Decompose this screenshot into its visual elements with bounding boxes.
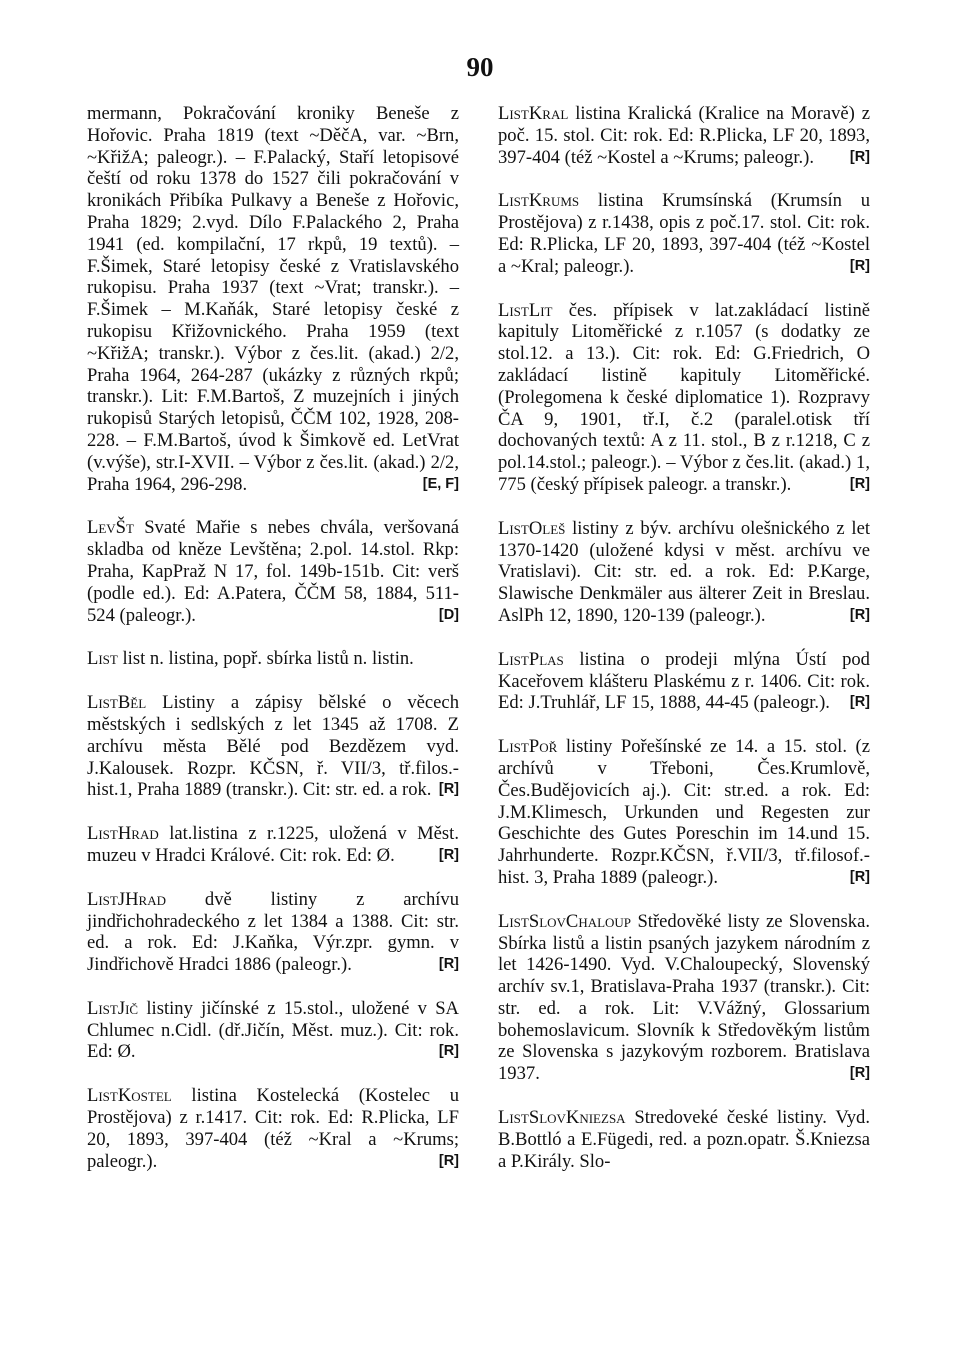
entry-source-tag: [R] — [849, 257, 870, 274]
entry-source-tag: [R] — [438, 1152, 459, 1169]
entry-headword: ListKrums — [498, 190, 580, 212]
entry-source-tag: [R] — [849, 694, 870, 711]
entry-text: mermann, Pokračování kroniky Beneše z Hořovic. Praha 1819 (text ~DěčA, var. ~Brn, ~KřižA; paleogr.). – F.Palacký, Staří letopisové čeští od roku 1378 do 1527 čili pokračování v kronikách Přibíka Pulkavy a Beneše z Hořovic, Praha 1829; 2.vyd. Dílo F.Palackého 2, Praha 1941 (ed. kompilační, 17 rkpů, 19 textů). – F.Šimek, Staré letopisy české z Vratislavského rukopisu. Praha 1937 (text ~Vrat; transkr.). – F.Šimek – M.Kaňák, Staré letopisy české z rukopisu Křižovnického. Praha 1959 (text ~KřižA; transkr.). Výbor z čes.lit. (akad.) 2/2, Praha 1964, 264-287 (ukázky z různých rkpů; transkr.). Lit: F.M.Bartoš, Z muzejních i jiných rukopisů Starých letopisů, ČČM 102, 1928, 208-228. – F.M.Bartoš, úvod k Šimkově ed. LetVrat (v.výše), str.I-XVII. – Výbor z čes.lit. (akad.) 2/2, Praha 1964, 296-298. — [87, 103, 459, 495]
dictionary-entry — [498, 300, 870, 496]
right-column — [498, 103, 870, 1194]
entry-headword: ListSlovChaloup — [498, 910, 632, 932]
dictionary-entry — [498, 911, 870, 1085]
entry-source-tag: [R] — [849, 475, 870, 492]
entry-headword: ListPlas — [498, 648, 564, 670]
entry-source-tag: [R] — [849, 868, 870, 885]
entry-text: listiny z býv. archívu olešnického z let 1370-1420 (uložené kdysi v měst. archívu ve Vratislavi). Cit: str. ed. a rok. Ed: P.Karge, Slawische Denkmäler aus älterer Zeit in Breslau. AslPh 12, 1890, 120-139 (paleogr.). — [498, 517, 870, 626]
dictionary-entry — [498, 1107, 870, 1172]
entry-text: dvě listiny z archívu jindřichohradeckého z let 1384 a 1388. Cit: str. ed. a rok. Ed: J.Kaňka, Výr.zpr. gymn. v Jindřichově Hradci 1886 (paleogr.). — [87, 888, 459, 976]
entry-text: Stredoveké české listiny. Vyd. B.Bottló a E.Fügedi, red. a pozn.opatr. Š.Kniezsa a P.Király. Slo- — [498, 1107, 870, 1172]
entry-text: list n. listina, popř. sbírka listů n. listin. — [122, 648, 414, 670]
entry-headword: ListJič — [87, 997, 139, 1019]
entry-source-tag: [E, F] — [422, 475, 459, 492]
entry-text: listina Krumsínská (Krumsín u Prostějova) z r.1438, opis z poč.17. stol. Cit: rok. Ed: R.Plicka, LF 20, 1893, 397-404 (též ~Kostel a ~Kral; paleogr.). — [498, 190, 870, 277]
entry-headword: ListSlovKniezsa — [498, 1107, 626, 1129]
entry-text: Středověké listy ze Slovenska. Sbírka listů a listin psaných jazykem národním z let 1426-1490. Vyd. V.Chaloupecký, Slovenský archív sv.1, Bratislava-Praha 1937 (transkr.). Cit: str. ed. a rok. Lit: V.Vážný, Glossarium bohemoslavicum. Slovník k Středověkým listům ze Slovenska s jazykovým rozborem. Bratislava 1937. — [498, 910, 870, 1085]
entry-headword: ListHrad — [87, 823, 159, 845]
entry-text: listina Kostelecká (Kostelec u Prostějova) z r.1417. Cit: rok. Ed: R.Plicka, LF 20, 1893, 397-404 (též ~Kral a ~Krums; paleogr.). — [87, 1085, 459, 1172]
dictionary-entry — [498, 103, 870, 168]
entry-source-tag: [R] — [438, 1043, 459, 1060]
dictionary-entry — [498, 190, 870, 277]
entry-text: čes. přípisek v lat.zakládací listině kapituly Litoměřické z r.1057 (s dodatky ze stol.12. a 13.). Cit: rok. Ed: G.Friedrich, O zakládací listině kapituly Litoměřické. (Prolegomena k české diplomatice 1). Rozpravy ČA 9, 1901, tř.I, č.2 (paralel.otisk tří dochovaných textů: A z 11. stol., B z r.1218, C z pol.14.stol.; paleogr.). – Výbor z čes.lit. (akad.) 1, 775 (český přípisek paleogr. a transkr.). — [498, 299, 870, 495]
dictionary-entry — [498, 518, 870, 627]
entry-text: listiny jičínské z 15.stol., uložené v SA Chlumec n.Cidl. (dř.Jičín, Měst. muz.). Cit: rok. Ed: Ø. — [87, 997, 459, 1063]
dictionary-entry — [87, 517, 459, 626]
entry-source-tag: [R] — [849, 606, 870, 623]
page-number: 90 — [466, 52, 494, 82]
entry-headword: LevŠt — [87, 517, 134, 539]
entry-headword: ListJHrad — [87, 888, 166, 910]
entry-headword: ListOleš — [498, 517, 566, 539]
entry-headword: ListLit — [498, 299, 553, 321]
dictionary-entry — [87, 103, 459, 495]
entry-text: listina Kralická (Kralice na Moravě) z poč. 15. stol. Cit: rok. Ed: R.Plicka, LF 20, 1893, 397-404 (též ~Kostel a ~Krums; paleogr.). — [498, 103, 870, 168]
entry-text: listiny Pořešínské ze 14. a 15. stol. (z archívů v Třeboni, Čes.Krumlově, Čes.Budějovicích aj.). Cit: str.ed. a rok. Ed: J.M.Klimesch, Urkunden und Regesten zur Geschichte des Gutes Poreschin im 14.und 15. Jahrhunderte. Rozpr.KČSN, ř.VII/3, tř.filosof.-hist. 3, Praha 1889 (paleogr.). — [498, 736, 870, 888]
dictionary-entry — [87, 648, 459, 670]
entry-text: lat.listina z r.1225, uložená v Měst. muzeu v Hradci Králové. Cit: rok. Ed: Ø. — [87, 823, 459, 866]
entry-source-tag: [R] — [849, 1065, 870, 1082]
entry-text: Svaté Mařie s nebes chvála, veršovaná skladba od kněze Levštěna; 2.pol. 14.stol. Rkp: Praha, KapPraž N 17, fol. 149b-151b. Cit: verš (podle ed.). Ed: A.Patera, ČČM 58, 1884, 511-524 (paleogr.). — [87, 517, 459, 626]
entry-source-tag: [R] — [849, 148, 870, 165]
dictionary-entry — [87, 1085, 459, 1172]
dictionary-entry — [498, 649, 870, 714]
entry-text: listina o prodeji mlýna Ústí pod Kaceřovem klášteru Plaskému z r. 1406. Cit: rok. Ed: J.Truhlář, LF 15, 1888, 44-45 (paleogr.). — [498, 648, 870, 714]
entry-headword: ListPoř — [498, 736, 558, 758]
entry-source-tag: [R] — [438, 846, 459, 863]
entry-text: Listiny a zápisy bělské o věcech městských i sedlských z let 1345 až 1708. Z archívu města Bělé pod Bezdězem vyd. J.Kalousek. Rozpr. KČSN, ř. VII/3, tř.filos.-hist.1, Praha 1889 (transkr.). Cit: str. ed. a rok. — [87, 692, 459, 801]
entry-headword: ListBěl — [87, 692, 147, 714]
entry-headword: ListKral — [498, 103, 569, 124]
dictionary-entry — [87, 998, 459, 1063]
entry-source-tag: [D] — [438, 606, 459, 623]
entry-source-tag: [R] — [438, 956, 459, 973]
entry-source-tag: [R] — [438, 781, 459, 798]
entry-headword: List — [87, 648, 118, 670]
entry-headword: ListKostel — [87, 1085, 172, 1107]
dictionary-entry — [87, 823, 459, 867]
dictionary-entry — [87, 692, 459, 801]
left-column — [87, 103, 459, 1194]
dictionary-entry — [87, 889, 459, 976]
dictionary-entry — [498, 736, 870, 889]
